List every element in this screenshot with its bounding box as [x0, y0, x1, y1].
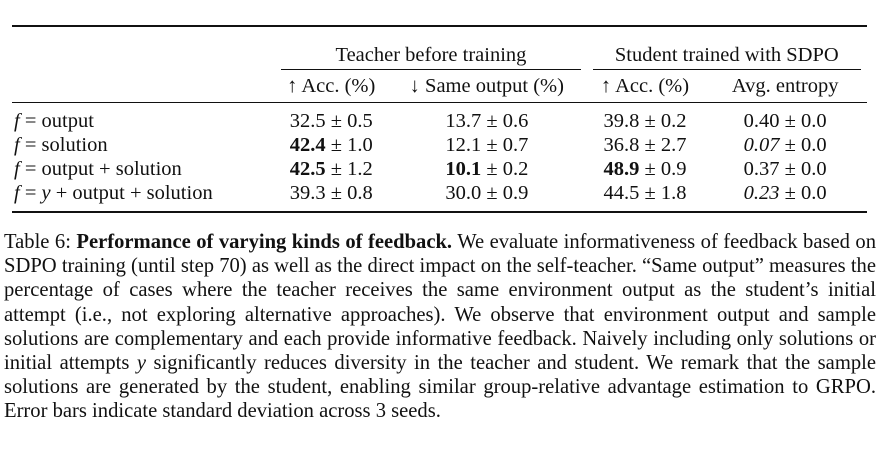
table-caption: [4, 230, 876, 424]
table-cell: 0.40 ± 0.0: [743, 109, 827, 132]
table-cell: 12.1 ± 0.7: [445, 133, 529, 156]
table-cell: 32.5 ± 0.5: [289, 109, 373, 132]
empty-header-cell: [12, 26, 275, 69]
col-header-teacher-acc: ↑ Acc. (%): [287, 74, 376, 97]
group-header-student-label: Student trained with SDPO: [614, 43, 839, 66]
results-table: [12, 25, 867, 213]
table-cell: 39.3 ± 0.8: [289, 181, 373, 204]
table-row: [12, 157, 867, 181]
table-row: [12, 103, 867, 134]
table-cell: 30.0 ± 0.9: [445, 181, 529, 204]
table-row: [12, 133, 867, 157]
caption-body: We evaluate informativeness of feedback based on SDPO training (until step 70) as well as the direct impact on the self-teacher. “Same output” measures the percentage of cases where the teacher receives the same environment output as the student’s initial attempt (i.e., not exploring alternative approaches). We observe that environment output and sample solutions are complementary and each provide informative feedback. Naively including only solutions or initial attempts: [4, 231, 877, 375]
col-header-student-acc: ↑ Acc. (%): [600, 74, 690, 97]
table-cell: 0.37 ± 0.0: [743, 157, 827, 180]
caption-var-y: y: [136, 352, 147, 375]
group-header-teacher-label: Teacher before training: [335, 43, 527, 66]
table-cell: 36.8 ± 2.7: [603, 133, 687, 156]
row-label: f = y + output + solution: [14, 181, 213, 204]
col-header-teacher-same-output: ↓ Same output (%): [409, 74, 564, 97]
table-cell: 48.9 ± 0.9: [603, 157, 687, 180]
table-cell: 39.8 ± 0.2: [603, 109, 687, 132]
table-cell: 0.07 ± 0.0: [743, 133, 827, 156]
table-cell: 44.5 ± 1.8: [603, 181, 687, 204]
table-row: [12, 181, 867, 212]
caption-label: Table 6:: [4, 231, 77, 253]
table-cell: 13.7 ± 0.6: [445, 109, 529, 132]
group-header-teacher: [275, 26, 586, 69]
col-header-student-entropy: Avg. entropy: [731, 74, 839, 97]
group-header-row: [12, 26, 867, 69]
table-cell: 42.5 ± 1.2: [289, 157, 373, 180]
group-header-student: [587, 26, 867, 69]
column-header-row: [12, 70, 867, 103]
row-label: f = output: [14, 109, 94, 132]
table-cell: 42.4 ± 1.0: [289, 133, 373, 156]
results-table-container: [12, 25, 867, 213]
caption-title: Performance of varying kinds of feedback.: [76, 231, 453, 253]
row-label: f = output + solution: [14, 157, 182, 180]
caption-body-end: significantly reduces diversity in the teacher and student. We remark that the sample solutions are generated by the student, enabling similar group-relative advantage estimation to GRPO. Error bars indicate standard deviation across 3 seeds.: [4, 352, 876, 423]
table-cell: 10.1 ± 0.2: [445, 157, 529, 180]
row-label: f = solution: [14, 133, 108, 156]
table-cell: 0.23 ± 0.0: [743, 181, 827, 204]
